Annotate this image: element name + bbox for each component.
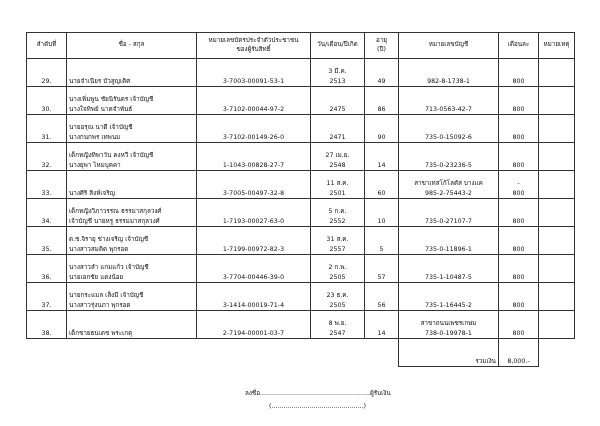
id-card-number: 1-7199-00972-82-3 (197, 227, 311, 255)
age: 14 (365, 143, 399, 171)
account-number (399, 255, 499, 283)
date-of-birth (311, 227, 365, 255)
recipient-name (67, 283, 197, 311)
table-row (27, 283, 575, 311)
name-line (69, 319, 194, 328)
row-number: 29. (27, 59, 67, 87)
monthly-amount (499, 143, 539, 171)
date-of-birth (311, 87, 365, 115)
row-number: 34. (27, 199, 67, 227)
account-line: 735-0-23236-5 (425, 161, 472, 169)
row-number: 38. (27, 311, 67, 339)
monthly-amount (499, 255, 539, 283)
header-age (365, 33, 399, 59)
row-number: 30. (27, 87, 67, 115)
account-line (401, 207, 496, 216)
header-row (27, 33, 575, 59)
name-line: นางเพิ่มพูน ชัยนิรันดร เจ้าบัญชี (69, 96, 154, 104)
date-of-birth (311, 143, 365, 171)
remark (539, 59, 575, 87)
amount-top (501, 95, 536, 104)
id-card-number: 3-1414-00019-71-4 (197, 283, 311, 311)
dob-line: 23 ธ.ค. (326, 292, 349, 300)
remark (539, 143, 575, 171)
date-of-birth (311, 311, 365, 339)
account-line (401, 123, 496, 132)
name-line: เด็กหญิงวิภาวรรณ ธรรมาสกุลวงศ์ (69, 208, 162, 216)
account-number (399, 115, 499, 143)
dob-line: 5 ก.ค. (328, 208, 347, 216)
header-name: ชื่อ - สกุล (67, 33, 197, 59)
name-line: นางกนกพร เทพนม (69, 133, 121, 141)
row-number: 33. (27, 171, 67, 199)
amount-value: 800 (512, 189, 525, 197)
remark (539, 311, 575, 339)
id-card-number: 2-7194-00001-03-7 (197, 311, 311, 339)
age: 90 (365, 115, 399, 143)
recipient-name (67, 87, 197, 115)
dob-line: 2548 (329, 161, 346, 169)
amount-top (501, 319, 536, 328)
date-of-birth (311, 115, 365, 143)
payment-table (26, 32, 575, 367)
dob-line: 2501 (329, 189, 346, 197)
account-line: 735-0-27107-7 (425, 217, 472, 225)
recipient-name (67, 171, 197, 199)
dob-line: 2 ก.พ. (328, 264, 347, 272)
dob-line: 11 ส.ค. (326, 180, 349, 188)
amount-value: 800 (512, 273, 525, 281)
dob-line: 2557 (329, 245, 346, 253)
header-remark: หมายเหตุ (539, 33, 575, 59)
amount-top (501, 67, 536, 76)
age: 5 (365, 227, 399, 255)
header-age-line1: อายุ (375, 37, 387, 44)
header-id-card (197, 33, 311, 59)
date-of-birth (311, 255, 365, 283)
table-row (27, 143, 575, 171)
id-card-number: 3-7003-00091-53-1 (197, 59, 311, 87)
name-line: เด็กชายธนเดช พระเกตุ (69, 329, 133, 337)
account-number (399, 59, 499, 87)
row-number: 37. (27, 283, 67, 311)
recipient-name (67, 227, 197, 255)
table-row (27, 311, 575, 339)
name-line: เด็กหญิงทิพาวัน คงหวี เจ้าบัญชี (69, 152, 154, 160)
row-number: 32. (27, 143, 67, 171)
table-row (27, 59, 575, 87)
table-row (27, 87, 575, 115)
account-number (399, 87, 499, 115)
account-number (399, 199, 499, 227)
dob-line: 2552 (329, 217, 346, 225)
account-line (401, 151, 496, 160)
name-line: นางยุพา ไหมบุคคา (69, 161, 121, 169)
amount-value: 800 (512, 161, 525, 169)
account-line: 985-2-75443-2 (425, 189, 472, 197)
recipient-name (67, 115, 197, 143)
table-row (27, 255, 575, 283)
dob-line: 2513 (329, 77, 346, 85)
account-line: 982-8-1738-1 (427, 77, 470, 85)
account-line: 735-0-11896-1 (425, 245, 472, 253)
account-line: 738-0-19978-1 (425, 329, 472, 337)
amount-value: 800 (512, 301, 525, 309)
name-line: นางศิริ สิงห์เจริญ (69, 189, 115, 197)
amount-top (501, 235, 536, 244)
remark (539, 171, 575, 199)
name-line: นายกระแมล เส็งมี เจ้าบัญชี (69, 292, 144, 300)
dob-line: 2505 (329, 301, 346, 309)
total-row (27, 339, 575, 367)
table-row (27, 115, 575, 143)
remark (539, 115, 575, 143)
remark (539, 255, 575, 283)
signature-paren: (..............................................) (269, 403, 366, 410)
amount-value: 800 (512, 245, 525, 253)
row-number: 36. (27, 255, 67, 283)
name-line: นายเอกชัย แดงน้อย (69, 273, 124, 281)
age: 57 (365, 255, 399, 283)
amount-top (501, 263, 536, 272)
account-line: 713-0563-42-7 (425, 105, 472, 113)
monthly-amount (499, 311, 539, 339)
monthly-amount (499, 87, 539, 115)
recipient-name (67, 59, 197, 87)
amount-top (501, 151, 536, 160)
header-id-card-line2: ของผู้รับสิทธิ์ (236, 45, 271, 53)
account-number (399, 171, 499, 199)
account-number (399, 283, 499, 311)
name-line: นายอรุณ นาดี เจ้าบัญชี (69, 124, 133, 132)
recipient-name (67, 255, 197, 283)
amount-top (501, 291, 536, 300)
account-number (399, 311, 499, 339)
account-line (401, 291, 496, 300)
recipient-name (67, 199, 197, 227)
amount-value: 800 (512, 217, 525, 225)
id-card-number: 3-7102-00044-97-2 (197, 87, 311, 115)
dob-line: 27 เม.ย. (325, 152, 350, 160)
dob-line (313, 95, 362, 104)
total-value: 8,000.- (499, 339, 539, 367)
header-dob: วัน/เดือน/ปีเกิด (311, 33, 365, 59)
monthly-amount (499, 171, 539, 199)
name-line: ด.ช.จิรายุ ช่างเจริญ เจ้าบัญชี (69, 236, 149, 244)
date-of-birth (311, 199, 365, 227)
name-line: นางสาวสมคิด พุกรอด (69, 245, 129, 253)
account-line: สาขาเทสโก้โลตัส บางแค (414, 180, 483, 188)
account-line (401, 67, 496, 76)
id-card-number: 3-7102-00149-26-0 (197, 115, 311, 143)
name-line: เจ้าบัญชี นายหรู ธรรมมาสกุลวงศ์ (69, 217, 160, 225)
amount-value: 800 (512, 105, 525, 113)
remark (539, 199, 575, 227)
recipient-name (67, 143, 197, 171)
dob-line: 2475 (329, 105, 346, 113)
row-number: 31. (27, 115, 67, 143)
account-line (401, 235, 496, 244)
header-no: ลำดับที่ (27, 33, 67, 59)
name-line (69, 179, 194, 188)
date-of-birth (311, 283, 365, 311)
table-row (27, 171, 575, 199)
table-row (27, 199, 575, 227)
age: 86 (365, 87, 399, 115)
name-line: นางใจทิพย์ นาคจำพันธ์ (69, 105, 133, 113)
name-line: นายจำเนียร บัวสูญเติศ (69, 77, 131, 85)
remark (539, 283, 575, 311)
age: 14 (365, 311, 399, 339)
account-line: 735-0-15092-6 (425, 133, 472, 141)
age: 49 (365, 59, 399, 87)
header-age-line2: (ปี) (377, 45, 386, 53)
amount-top (501, 123, 536, 132)
dob-line: 2547 (329, 329, 346, 337)
dob-line: 8 พ.ย. (328, 320, 347, 328)
monthly-amount (499, 115, 539, 143)
id-card-number: 1-1043-00828-27-7 (197, 143, 311, 171)
name-line: นางสาวรุ่งนภา พุกรอด (69, 301, 131, 309)
payment-table-sheet (26, 32, 575, 367)
header-id-card-line1: หมายเลขบัตรประจำตัวประชาชน (208, 37, 299, 44)
id-card-number: 1-7193-00027-63-0 (197, 199, 311, 227)
account-number (399, 227, 499, 255)
age: 10 (365, 199, 399, 227)
dob-line: 2505 (329, 273, 346, 281)
account-line: สาขาถนนเพชรเกษม (420, 320, 477, 328)
age: 56 (365, 283, 399, 311)
signature-line: ลงชื่อ.......................................................ผู้รับเงิน (245, 390, 391, 397)
remark (539, 227, 575, 255)
id-card-number: 3-7704-00446-39-0 (197, 255, 311, 283)
header-account: หมายเลขบัญชี (399, 33, 499, 59)
dob-line: 2471 (329, 133, 346, 141)
recipient-name (67, 311, 197, 339)
account-line: 735-1-16445-2 (425, 301, 472, 309)
amount-value: 800 (512, 77, 525, 85)
monthly-amount (499, 283, 539, 311)
monthly-amount (499, 199, 539, 227)
date-of-birth (311, 171, 365, 199)
monthly-amount (499, 227, 539, 255)
amount-value: 800 (512, 133, 525, 141)
header-month: เดือนละ (499, 33, 539, 59)
table-row (27, 227, 575, 255)
name-line: นางสาวลำ แกมแก้ว เจ้าบัญชี (69, 264, 149, 272)
amount-top (501, 207, 536, 216)
account-line: 735-1-10487-5 (425, 273, 472, 281)
account-line (401, 95, 496, 104)
amount-value: 800 (512, 329, 525, 337)
amount-top: - (517, 180, 520, 188)
id-card-number: 3-7005-00497-32-8 (197, 171, 311, 199)
dob-line: 31 ส.ค. (326, 236, 349, 244)
age: 60 (365, 171, 399, 199)
row-number: 35. (27, 227, 67, 255)
monthly-amount (499, 59, 539, 87)
remark (539, 87, 575, 115)
dob-line: 3 มี.ค. (328, 68, 347, 76)
dob-line (313, 123, 362, 132)
total-label: รวมเงิน (399, 339, 499, 367)
account-number (399, 143, 499, 171)
name-line (69, 67, 194, 76)
date-of-birth (311, 59, 365, 87)
account-line (401, 263, 496, 272)
